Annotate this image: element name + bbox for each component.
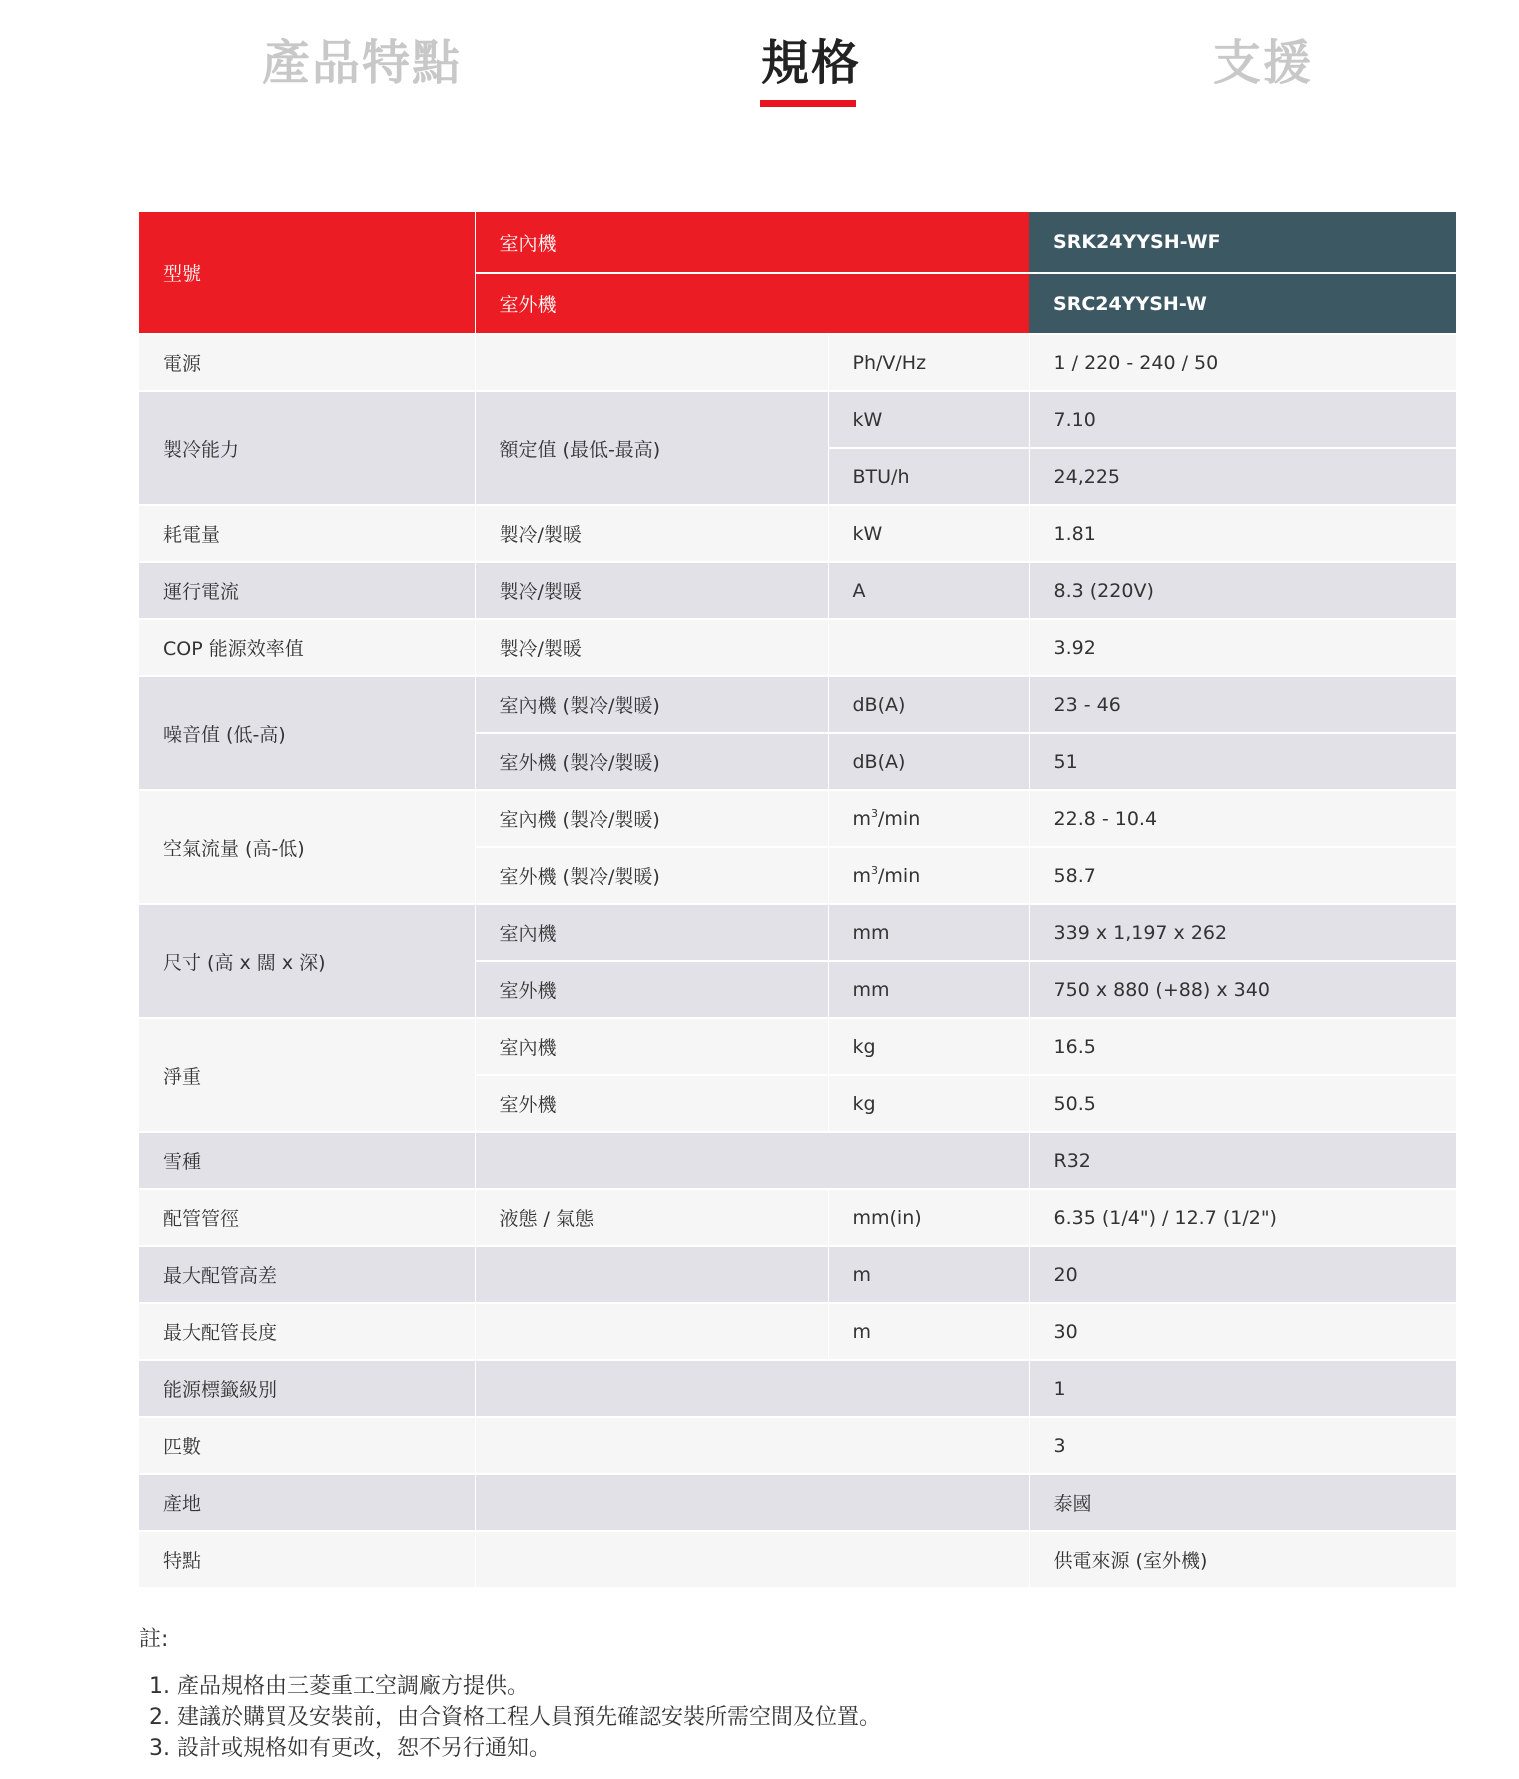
header-row-indoor: [139, 212, 1456, 273]
row-value: 泰國: [1029, 1474, 1456, 1531]
row-label: 運行電流: [139, 562, 475, 619]
row-unit: kg: [828, 1018, 1029, 1075]
row-sub: [475, 1360, 1029, 1417]
row-group-noise: [139, 676, 1456, 790]
row-group-origin: [139, 1474, 1456, 1531]
list-item: 1. 產品規格由三菱重工空調廠方提供。: [177, 1671, 1139, 1702]
tab-features[interactable]: 產品特點: [262, 35, 463, 91]
table-row: [139, 1303, 1456, 1360]
row-label: 匹數: [139, 1417, 475, 1474]
row-unit: A: [828, 562, 1029, 619]
row-unit: [828, 619, 1029, 676]
row-sub: 製冷/製暖: [475, 619, 828, 676]
row-value: 3.92: [1029, 619, 1456, 676]
row-value: 51: [1029, 733, 1456, 790]
row-sub: 製冷/製暖: [475, 505, 828, 562]
table-row: [139, 505, 1456, 562]
notes-title: 註:: [139, 1627, 169, 1652]
table-row: [139, 1018, 1456, 1075]
row-value: 供電來源 (室外機): [1029, 1531, 1456, 1588]
unit-base: m: [852, 865, 872, 887]
header-outdoor-model: SRC24YYSH-W: [1029, 273, 1456, 334]
row-label: 最大配管高差: [139, 1246, 475, 1303]
row-sub: [475, 334, 828, 391]
table-row: [139, 1474, 1456, 1531]
row-value: 750 x 880 (+88) x 340: [1029, 961, 1456, 1018]
row-value: 6.35 (1/4") / 12.7 (1/2"): [1029, 1189, 1456, 1246]
row-unit: kW: [828, 391, 1029, 448]
row-value: 7.10: [1029, 391, 1456, 448]
row-value: R32: [1029, 1132, 1456, 1189]
row-unit: [828, 847, 1029, 904]
row-sub: 室外機 (製冷/製暖): [475, 847, 828, 904]
row-value: 3: [1029, 1417, 1456, 1474]
row-label: 空氣流量 (高-低): [139, 790, 475, 904]
row-group-weight: [139, 1018, 1456, 1132]
row-group-cooling: [139, 391, 1456, 505]
row-value: 16.5: [1029, 1018, 1456, 1075]
row-label: 配管管徑: [139, 1189, 475, 1246]
table-row: [139, 562, 1456, 619]
unit-superscript: 3: [871, 864, 879, 877]
row-value: 1 / 220 - 240 / 50: [1029, 334, 1456, 391]
row-label: 電源: [139, 334, 475, 391]
row-sub: [475, 1417, 1029, 1474]
row-sub: [475, 1474, 1029, 1531]
row-group-hp: [139, 1417, 1456, 1474]
row-unit: mm: [828, 961, 1029, 1018]
notes-list: [177, 1671, 1139, 1764]
row-value: 30: [1029, 1303, 1456, 1360]
row-unit: mm(in): [828, 1189, 1029, 1246]
row-group-airflow: [139, 790, 1456, 904]
row-group-pipe-diameter: [139, 1189, 1456, 1246]
header-outdoor-label: 室外機: [475, 273, 1029, 334]
row-sub: [475, 1132, 1029, 1189]
row-group-feature: [139, 1531, 1456, 1588]
row-value: 58.7: [1029, 847, 1456, 904]
row-unit: [828, 790, 1029, 847]
row-value: 1.81: [1029, 505, 1456, 562]
row-group-consumption: [139, 505, 1456, 562]
header-indoor-label: 室內機: [475, 212, 1029, 273]
row-value: 50.5: [1029, 1075, 1456, 1132]
row-value: 23 - 46: [1029, 676, 1456, 733]
row-label: 噪音值 (低-高): [139, 676, 475, 790]
table-row: [139, 1531, 1456, 1588]
row-sub: 室外機: [475, 961, 828, 1018]
active-tab-indicator: [760, 100, 856, 107]
row-value: 1: [1029, 1360, 1456, 1417]
row-label: 產地: [139, 1474, 475, 1531]
row-label: 淨重: [139, 1018, 475, 1132]
row-unit: kW: [828, 505, 1029, 562]
row-label: COP 能源效率值: [139, 619, 475, 676]
row-unit: mm: [828, 904, 1029, 961]
tab-spec[interactable]: 規格: [761, 35, 862, 91]
header-model-label: 型號: [139, 212, 475, 334]
table-row: [139, 904, 1456, 961]
row-sub: 室內機: [475, 904, 828, 961]
row-unit: m: [828, 1303, 1029, 1360]
table-header: [139, 212, 1456, 334]
row-value: 339 x 1,197 x 262: [1029, 904, 1456, 961]
row-unit: dB(A): [828, 676, 1029, 733]
unit-tail: /min: [878, 808, 921, 830]
row-label: 特點: [139, 1531, 475, 1588]
row-group-max-length: [139, 1303, 1456, 1360]
row-value: 8.3 (220V): [1029, 562, 1456, 619]
table-row: [139, 619, 1456, 676]
row-label: 耗電量: [139, 505, 475, 562]
row-label: 尺寸 (高 x 闊 x 深): [139, 904, 475, 1018]
table-row: [139, 1246, 1456, 1303]
table-row: [139, 1360, 1456, 1417]
tab-bar: [0, 0, 1519, 110]
row-sub: 額定值 (最低-最高): [475, 391, 828, 505]
row-sub: [475, 1246, 828, 1303]
row-group-dimensions: [139, 904, 1456, 1018]
row-label: 能源標籤級別: [139, 1360, 475, 1417]
row-unit: kg: [828, 1075, 1029, 1132]
row-unit: m: [828, 1246, 1029, 1303]
header-indoor-model: SRK24YYSH-WF: [1029, 212, 1456, 273]
row-sub: 室內機: [475, 1018, 828, 1075]
table-row: [139, 334, 1456, 391]
row-group-cop: [139, 619, 1456, 676]
row-sub: 製冷/製暖: [475, 562, 828, 619]
row-sub: 室外機 (製冷/製暖): [475, 733, 828, 790]
row-group-power: [139, 334, 1456, 391]
row-group-energy-label: [139, 1360, 1456, 1417]
unit-base: m: [852, 808, 872, 830]
row-label: 最大配管長度: [139, 1303, 475, 1360]
row-unit: Ph/V/Hz: [828, 334, 1029, 391]
row-unit: BTU/h: [828, 448, 1029, 505]
row-value: 22.8 - 10.4: [1029, 790, 1456, 847]
table-row: [139, 391, 1456, 448]
row-group-max-height: [139, 1246, 1456, 1303]
notes-section: [139, 1622, 1139, 1764]
row-sub: [475, 1303, 828, 1360]
row-sub: 室外機: [475, 1075, 828, 1132]
row-sub: [475, 1531, 1029, 1588]
spec-table: [139, 212, 1456, 1589]
row-value: 20: [1029, 1246, 1456, 1303]
table-row: [139, 1189, 1456, 1246]
list-item: 2. 建議於購買及安裝前，由合資格工程人員預先確認安裝所需空間及位置。: [177, 1702, 1139, 1733]
table-row: [139, 676, 1456, 733]
row-sub: 室內機 (製冷/製暖): [475, 790, 828, 847]
row-group-current: [139, 562, 1456, 619]
table-row: [139, 1417, 1456, 1474]
tab-support[interactable]: 支援: [1213, 35, 1314, 91]
row-label: 雪種: [139, 1132, 475, 1189]
row-sub: 液態 / 氣態: [475, 1189, 828, 1246]
row-sub: 室內機 (製冷/製暖): [475, 676, 828, 733]
row-label: 製冷能力: [139, 391, 475, 505]
list-item: 3. 設計或規格如有更改，恕不另行通知。: [177, 1733, 1139, 1764]
table-row: [139, 790, 1456, 847]
row-unit: dB(A): [828, 733, 1029, 790]
unit-superscript: 3: [871, 807, 879, 820]
row-group-refrigerant: [139, 1132, 1456, 1189]
row-value: 24,225: [1029, 448, 1456, 505]
table-row: [139, 1132, 1456, 1189]
unit-tail: /min: [878, 865, 921, 887]
